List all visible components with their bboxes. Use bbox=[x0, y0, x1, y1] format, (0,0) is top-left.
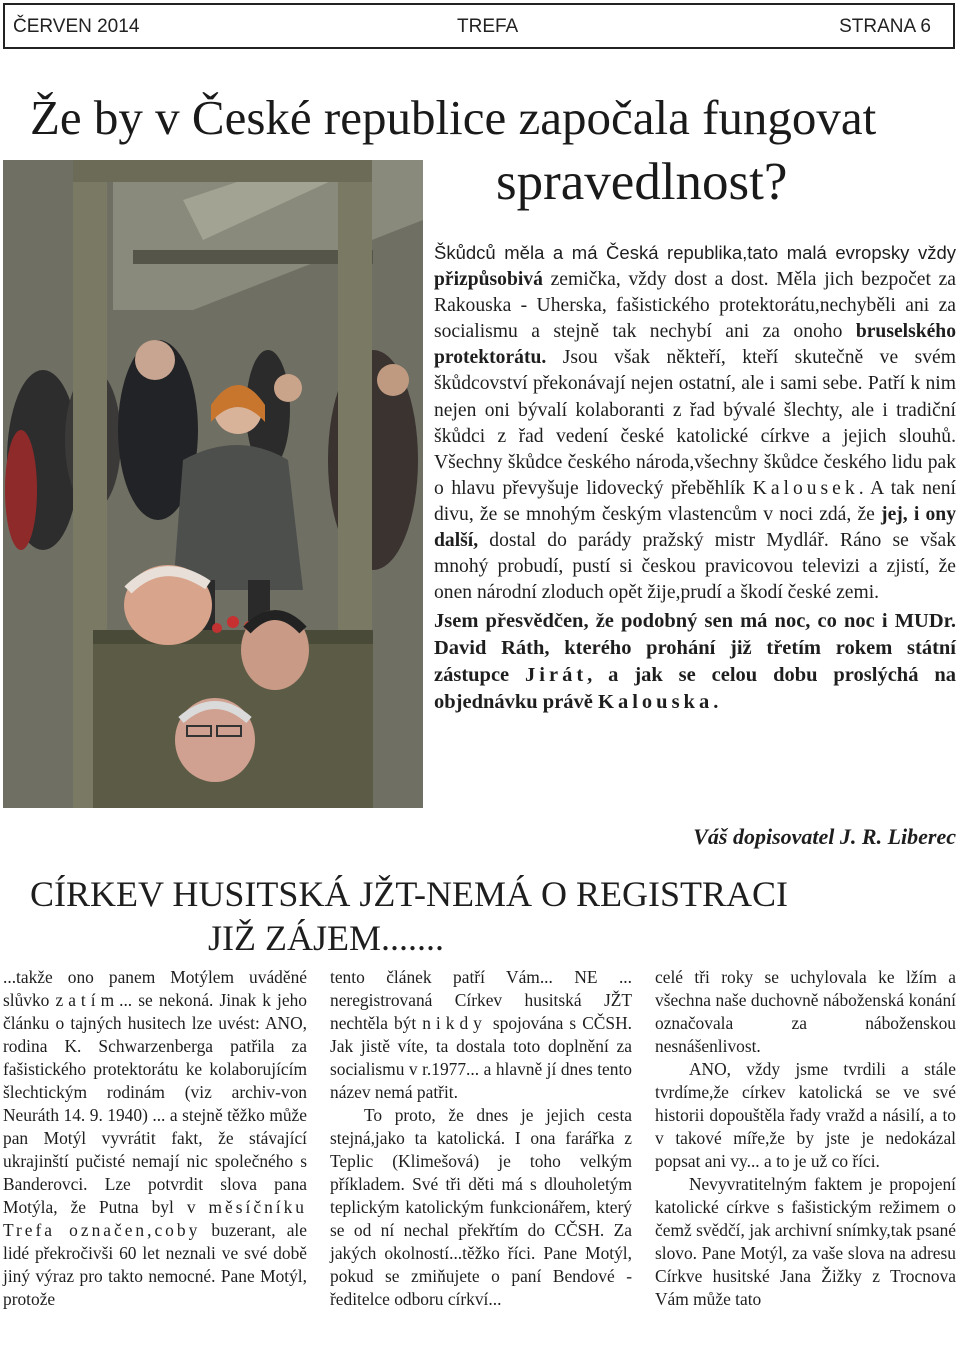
article-emphasis: jej, i ony další, bbox=[434, 503, 956, 552]
article-body bbox=[434, 240, 956, 606]
article-emphasis: přizpůsobivá bbox=[434, 269, 543, 291]
article-conclusion bbox=[434, 608, 956, 716]
conclusion-text: . bbox=[713, 691, 719, 714]
column-3 bbox=[655, 966, 956, 1311]
column-text: ...takže ono panem Motýlem uváděné slůvko bbox=[3, 967, 307, 1010]
conclusion-text: Jsem přesvědčen, že podobný sen má noc, co noc i MUDr. David Ráth, kterého prohání již třetím rokem státní zástupce bbox=[434, 610, 956, 687]
column-1 bbox=[3, 966, 307, 1311]
headline-line-2: spravedlnost? bbox=[496, 153, 788, 211]
issue-date: ČERVEN 2014 bbox=[13, 16, 140, 37]
headline-line-1: Že by v České republice započala fungovat bbox=[30, 90, 877, 145]
column-text: tento článek patří Vám... NE ... neregistrovaná Církev husitská JŽT nechtěla být bbox=[330, 967, 632, 1033]
article-text: . A tak není divu, že se mnohým českým vlastencům v noci zdá, že bbox=[434, 477, 956, 525]
column-text: spojována s CČSH. Jak jistě víte, ta dostala toto doplnění za socialismu v r.1977... a hlavně jí dnes tento název nemá patřit. bbox=[330, 1013, 632, 1102]
section-title-line-2: JIŽ ZÁJEM....... bbox=[208, 918, 444, 958]
conclusion-spaced-name: Kalouska bbox=[598, 691, 714, 714]
publication-name: TREFA bbox=[457, 16, 519, 37]
article-text: Jsou však někteří, kteří skutečně ve svém škůdcovství překonávají nejen ostatní, ale i sami sebe. Patří k nim nejen oni bývalí kolaboranti z řad bývalé šlechty, ale i tradiční škůdci z řad vedení české katolické církve a jejich slouhů. Všechny škůdce českého národa,všechny škůdce českého lidu pak o hlavu převyšuje lidovecký přeběhlík bbox=[434, 347, 956, 499]
article-photo bbox=[3, 160, 423, 808]
column-paragraph: ANO, vždy jsme tvrdili a stále tvrdíme,že církev katolická se ve své historii dopouštěla řady vražd a násilí, a to v takové míře,že by jste je nedokázal popsat ani vy... a to je už co říci. bbox=[655, 1059, 956, 1171]
section-title-line-1: CÍRKEV HUSITSKÁ JŽT-NEMÁ O REGISTRACI bbox=[30, 874, 789, 914]
column-paragraph: Nevyvratitelným faktem je propojení katolické církve s fašistickým režimem o čemž svědčí, jak archivní snímky,tak psané slovo. Pane Motýl, za vaše slova na adresu Církve husitské Jana Žižky z Trocnova Vám může tato bbox=[655, 1174, 956, 1309]
column-paragraph: celé tři roky se uchylovala ke lžím a všechna naše duchovně náboženská konání označovala za náboženskou nesnášenlivost. bbox=[655, 967, 956, 1056]
page-number: STRANA 6 bbox=[839, 16, 931, 37]
column-paragraph bbox=[3, 966, 307, 1311]
column-text: buzerant, ale lidé překročivši 60 let neznali ve své době jiný výraz pro takto nemocné. Pane Motýl, protože bbox=[3, 1220, 307, 1309]
conclusion-text: , a jak se celou dobu proslýchá na objednávku právě bbox=[434, 664, 956, 714]
conclusion-spaced-name: Jirát bbox=[525, 664, 588, 687]
article-spaced-name: Kalousek bbox=[752, 477, 859, 499]
article-text: zemička, vždy dost a dost. Měla jich bezpočet za Rakouska - Uherska, fašistického protektorátu,nechyběli ani za socialismu a stejně tak nechybí ani za onoho bbox=[434, 269, 956, 343]
article-signature: Váš dopisovatel J. R. Liberec bbox=[693, 824, 956, 849]
main-article bbox=[434, 240, 956, 716]
article-text: dostal do parády pražský mistr Mydlář. Ráno se však mnohý probudí, pustí si českou pravicovou televizi a zjistí, že onen národní zloduch opět žije,prudí a škodí české zemi. bbox=[434, 530, 956, 604]
column-2 bbox=[330, 966, 632, 1311]
column-paragraph: To proto, že dnes je jejich cesta stejná,jako ta katolická. I ona farářka z Teplic (Klimešová) je toho velkým příkladem. Své tři děti má s dlouholetým teplickým katolickým funkcionářem, který se od ní nechal překřtím do CČSH. Za jakých okolností...těžko říci. Pane Motýl, pokud se zmiňujete o paní Bendové - ředitelce odboru církví... bbox=[330, 1105, 632, 1309]
column-spaced-word: zatím bbox=[55, 990, 120, 1010]
column-text: ... se nekoná. Jinak k jeho článku o tajných husitech lze uvést: ANO, rodina K. Schwarzenberga patřila za fašistického protektorátu ke kolaborujícím šlechtickým rodinám (viz archiv-von Neuráth 14. 9. 1940) ... a stejně těžko může pan Motýl vyvrátit fakt, že stávající ukrajinští pučisté nemají nic společného s Banderovci. Lze potvrdit slova pana Motýla, že Putna byl v bbox=[3, 990, 307, 1217]
article-emphasis: bruselského protektorátu. bbox=[434, 321, 956, 369]
column-paragraph bbox=[330, 966, 632, 1104]
article-lead: Škůdců měla a má Česká republika,tato malá evropsky vždy bbox=[434, 242, 956, 263]
column-spaced-word: měsíčníku Trefa označen,coby bbox=[3, 1197, 307, 1240]
page-header bbox=[3, 3, 955, 49]
column-spaced-word: nikdy bbox=[422, 1013, 487, 1033]
